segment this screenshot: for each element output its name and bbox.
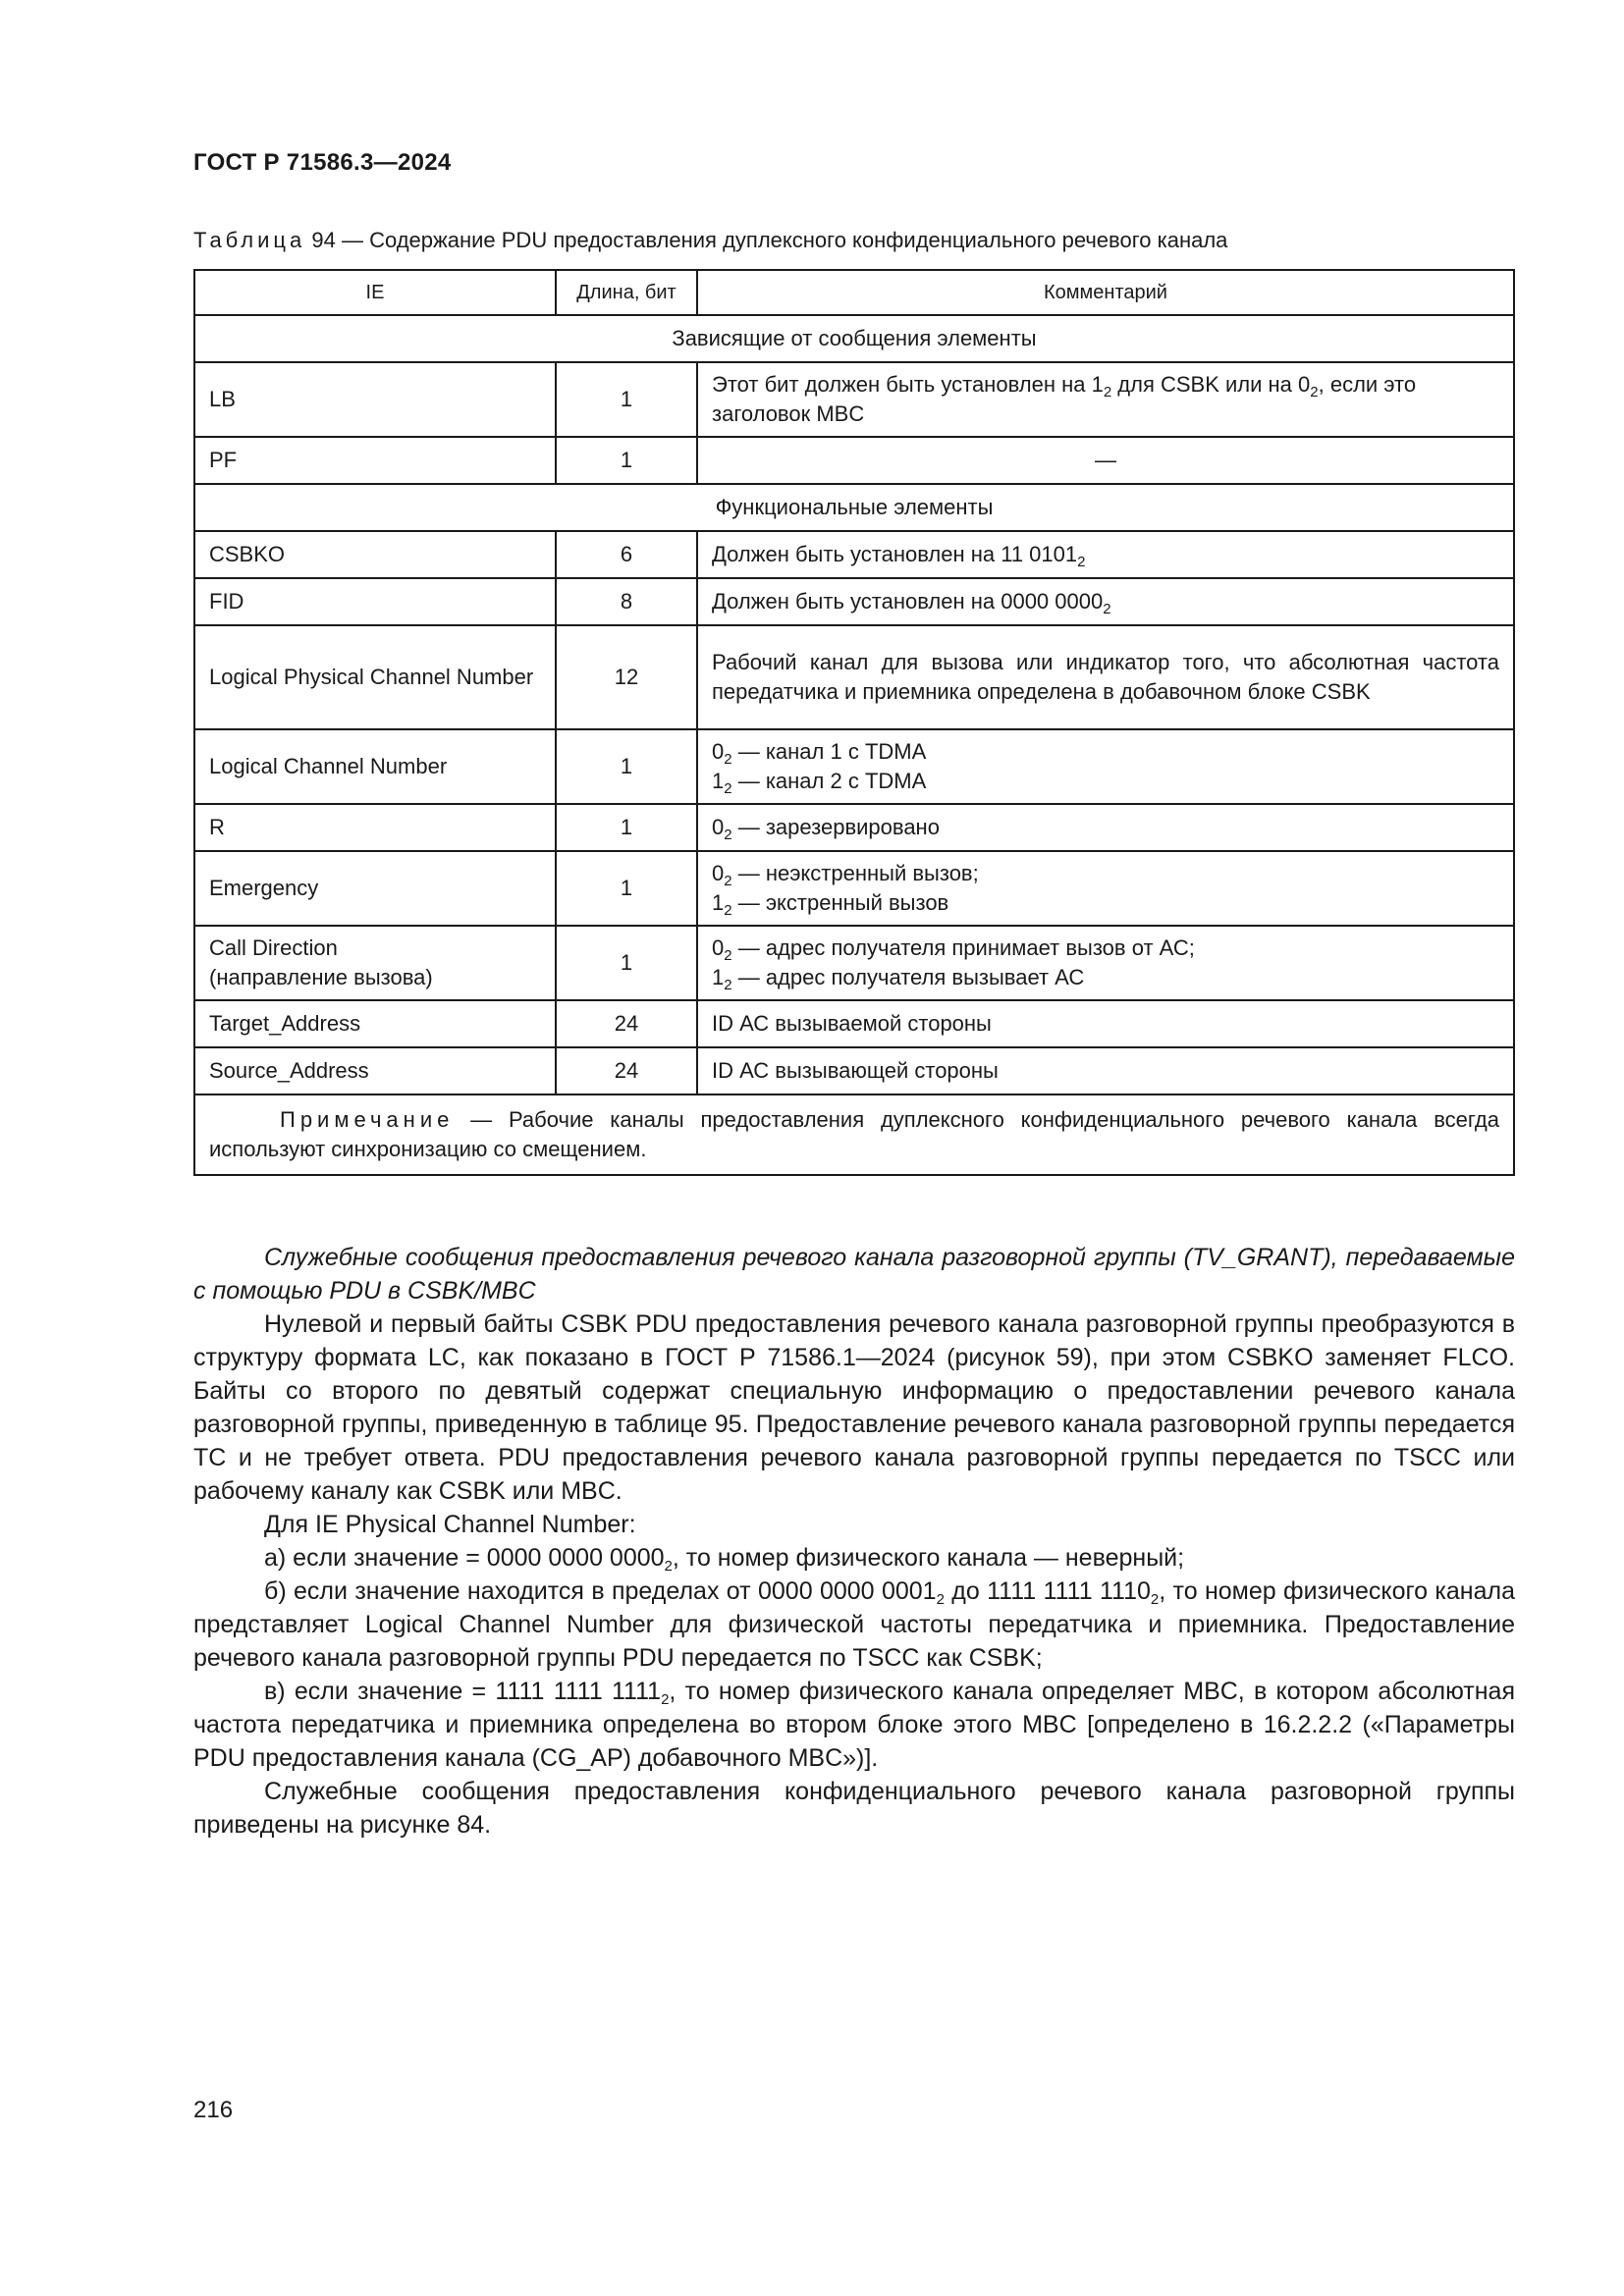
table-row: [194, 1000, 1514, 1047]
comment-line: $0_2$ — канал 1 с TDMA: [712, 739, 927, 768]
cell-ie: FID: [194, 578, 556, 625]
list-item-c: в) если значение = 1111 1111 $1111_2$, то номер физического канала определяет MBC, в котором абсолютная частота передатчика и приемника определена во втором блоке этого MBC [определено в 16.2.2.2 («Параметры PDU предоставления канала (CG_AP) добавочного MBC»)].: [193, 1678, 1515, 1772]
cell-comment: Должен быть установлен на 11 $0101_2$: [697, 531, 1514, 578]
body-text: [193, 1241, 1515, 1842]
comment-line: $1_2$ — адрес получателя вызывает АС: [712, 965, 1085, 993]
section-title: Функциональные элементы: [194, 484, 1514, 531]
col-comment: Комментарий: [697, 270, 1514, 315]
col-ie: IE: [194, 270, 556, 315]
table-row: [194, 437, 1514, 484]
cell-ie: LB: [194, 362, 556, 437]
cell-ie: Source_Address: [194, 1047, 556, 1095]
table-row: [194, 625, 1514, 729]
cell-length: 1: [556, 729, 697, 804]
table-row: [194, 531, 1514, 578]
cell-ie: Logical Channel Number: [194, 729, 556, 804]
comment-line: $0_2$ — адрес получателя принимает вызов от АС;: [712, 935, 1195, 964]
cell-ie: PF: [194, 437, 556, 484]
cell-ie: Target_Address: [194, 1000, 556, 1047]
cell-comment: Рабочий канал для вызова или индикатор того, что абсолютная частота передатчика и приемника определена в добавочном блоке CSBK: [697, 625, 1514, 729]
cell-length: 12: [556, 625, 697, 729]
cell-comment: $0_2$ — зарезервировано: [697, 804, 1514, 851]
comment-line: $0_2$ — неэкстренный вызов;: [712, 861, 979, 889]
page-number: 216: [193, 2097, 234, 2123]
col-length: Длина, бит: [556, 270, 697, 315]
table-row: [194, 851, 1514, 926]
cell-comment: [697, 851, 1514, 926]
cell-comment: —: [697, 437, 1514, 484]
cell-length: 1: [556, 437, 697, 484]
subsection-heading: Служебные сообщения предоставления речевого канала разговорной группы (TV_GRANT), передаваемые с помощью PDU в CSBK/MBC: [193, 1244, 1515, 1305]
pdu-table: [193, 269, 1515, 1176]
list-item-b: б) если значение находится в пределах от 0000 0000 $0001_2$ до 1111 1111 $1110_2$, то номер физического канала представляет Logical Channel Number для физической частоты передатчика и приемника. Предоставление речевого канала разговорной группы PDU передается по TSCC как CSBK;: [193, 1577, 1515, 1672]
caption-text: 94 — Содержание PDU предоставления дуплексного конфиденциального речевого канала: [305, 228, 1228, 252]
comment-line: $1_2$ — экстренный вызов: [712, 890, 949, 919]
cell-ie: CSBKO: [194, 531, 556, 578]
cell-ie: R: [194, 804, 556, 851]
table-row: [194, 578, 1514, 625]
note-row: [194, 1095, 1514, 1175]
cell-comment: [697, 926, 1514, 1000]
table-note: [194, 1095, 1514, 1175]
cell-ie: Logical Physical Channel Number: [194, 625, 556, 729]
cell-length: 24: [556, 1000, 697, 1047]
list-item-a: а) если значение = 0000 0000 $0000_2$, то номер физического канала — неверный;: [264, 1544, 1185, 1575]
cell-comment: Должен быть установлен на 0000 $0000_2$: [697, 578, 1514, 625]
cell-length: 8: [556, 578, 697, 625]
cell-length: 6: [556, 531, 697, 578]
comment-line: $1_2$ — канал 2 с TDMA: [712, 769, 927, 797]
caption-prefix: Таблица: [193, 228, 306, 252]
cell-comment: ID АС вызывающей стороны: [697, 1047, 1514, 1095]
paragraph: Для IE Physical Channel Number:: [264, 1511, 636, 1538]
cell-comment: [697, 729, 1514, 804]
table-header-row: [194, 270, 1514, 315]
cell-length: 1: [556, 926, 697, 1000]
table-row: [194, 729, 1514, 804]
cell-ie: Emergency: [194, 851, 556, 926]
cell-comment: Этот бит должен быть установлен на $1_2$ для CSBK или на $0_2$, если это заголовок MBC: [697, 362, 1514, 437]
cell-length: 1: [556, 362, 697, 437]
table-row: [194, 926, 1514, 1000]
table-caption: [193, 228, 1470, 253]
cell-length: 24: [556, 1047, 697, 1095]
cell-length: 1: [556, 804, 697, 851]
table-row: [194, 804, 1514, 851]
section-row: [194, 484, 1514, 531]
section-title: Зависящие от сообщения элементы: [194, 315, 1514, 362]
document-header: ГОСТ Р 71586.3—2024: [193, 149, 452, 176]
cell-comment: ID АС вызываемой стороны: [697, 1000, 1514, 1047]
table-row: [194, 362, 1514, 437]
paragraph: Нулевой и первый байты CSBK PDU предоставления речевого канала разговорной группы преобразуются в структуру формата LC, как показано в ГОСТ Р 71586.1—2024 (рисунок 59), при этом CSBKO заменяет FLCO. Байты со второго по девятый содержат специальную информацию о предоставлении речевого канала разговорной группы, приведенную в таблице 95. Предоставление речевого канала разговорной группы передается TC и не требует ответа. PDU предоставления речевого канала разговорной группы передается по TSCC или рабочему каналу как CSBK или MBC.: [193, 1310, 1515, 1505]
section-row: [194, 315, 1514, 362]
note-text: — Рабочие каналы предоставления дуплексного конфиденциального речевого канала всегда используют синхронизацию со смещением.: [209, 1107, 1499, 1161]
cell-length: 1: [556, 851, 697, 926]
note-label: Примечание: [280, 1107, 455, 1132]
table-row: [194, 1047, 1514, 1095]
paragraph: Служебные сообщения предоставления конфиденциального речевого канала разговорной группы приведены на рисунке 84.: [193, 1778, 1515, 1839]
cell-ie: Call Direction (направление вызова): [194, 926, 556, 1000]
